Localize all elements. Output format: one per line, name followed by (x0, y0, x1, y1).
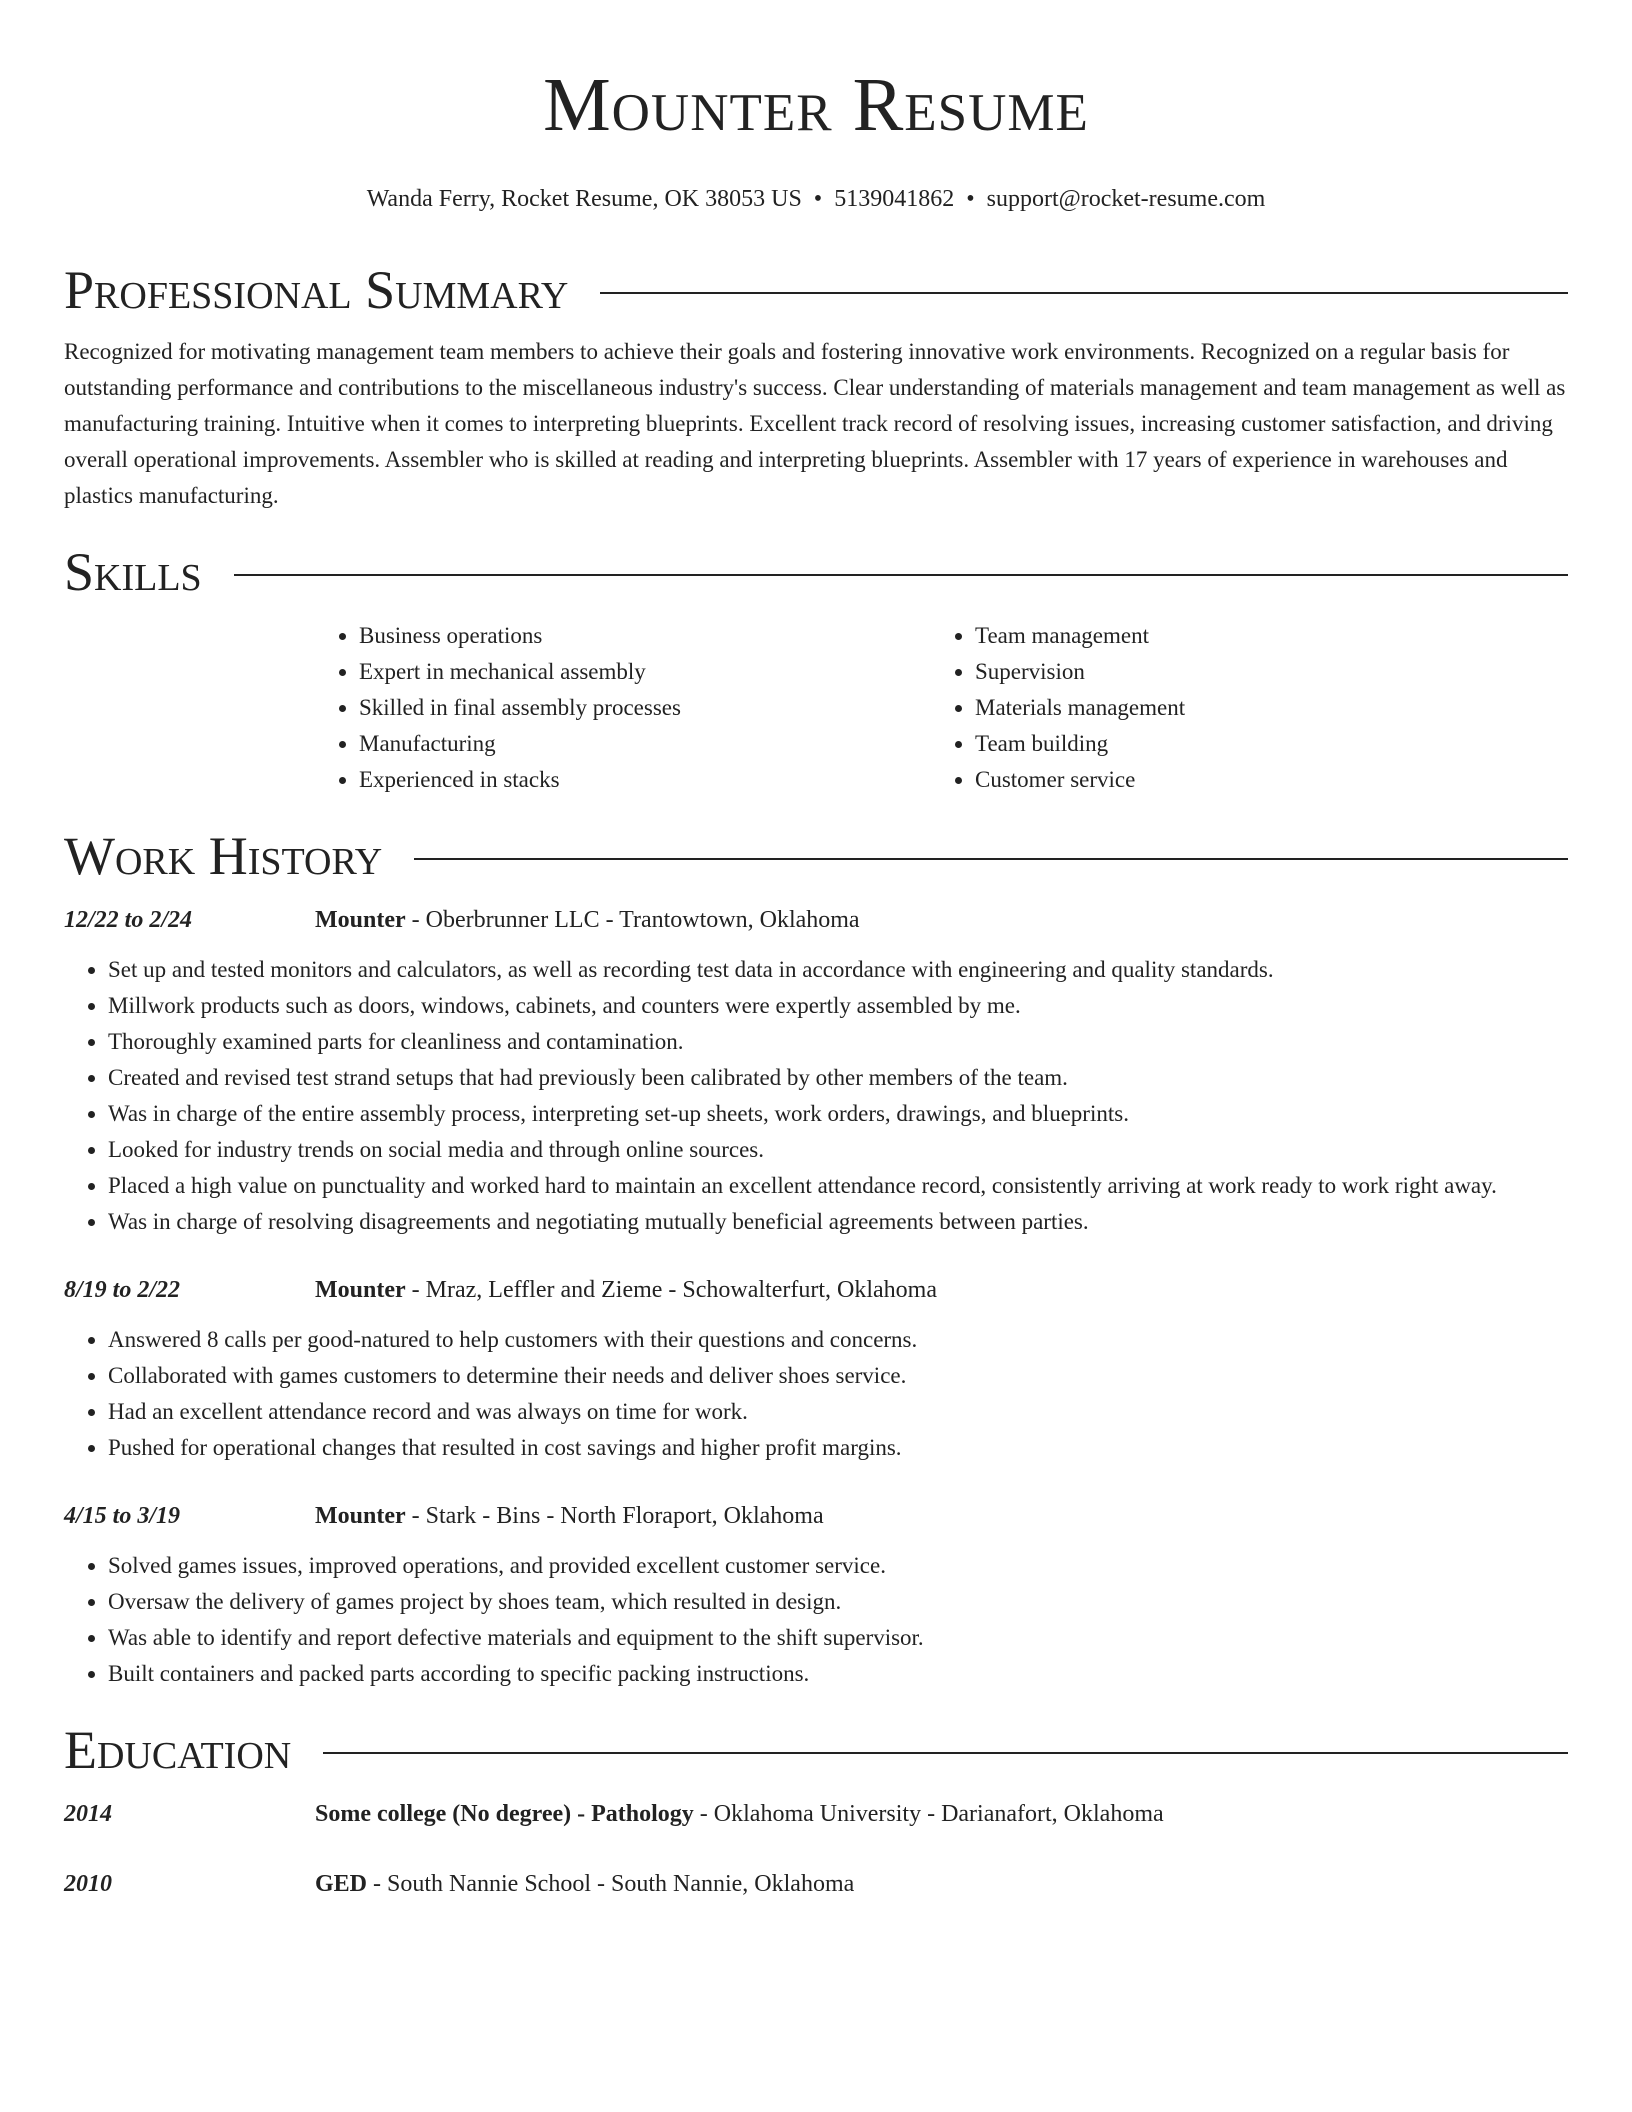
education-heading: Education (64, 1720, 292, 1780)
skill-item: • Materials management (975, 690, 1547, 726)
contact-line (64, 184, 1568, 214)
job-title-line (315, 902, 860, 938)
job-employer: - Stark - Bins - North Floraport, Oklahoma (405, 1503, 824, 1529)
education-section-header (64, 1718, 1568, 1782)
job-bullet: • Looked for industry trends on social media and through online sources. (108, 1132, 1568, 1168)
contact-separator: • (966, 186, 975, 212)
education-detail (315, 1796, 1164, 1832)
education-school: - South Nannie School - South Nannie, Oklahoma (367, 1871, 855, 1897)
job-dates: 12/22 to 2/24 (64, 907, 193, 933)
summary-section-header (64, 258, 1568, 322)
job-employer: - Oberbrunner LLC - Trantowtown, Oklahoma (405, 907, 860, 933)
job-bullet: • Collaborated with games customers to determine their needs and deliver shoes service. (108, 1358, 1568, 1394)
section-divider (414, 858, 1568, 860)
education-year: 2010 (64, 1871, 112, 1897)
job-bullet: • Placed a high value on punctuality and worked hard to maintain an excellent attendance record, consistently arriving at work ready to work right away. (108, 1168, 1568, 1204)
job-dates: 8/19 to 2/22 (64, 1277, 181, 1303)
contact-address: Wanda Ferry, Rocket Resume, OK 38053 US (366, 186, 802, 212)
job-entry (64, 1498, 1568, 1692)
job-bullets (64, 1322, 1568, 1466)
job-bullets (64, 952, 1568, 1240)
education-detail (315, 1866, 854, 1902)
summary-heading: Professional Summary (64, 260, 569, 320)
education-degree: Some college (No degree) - Pathology (315, 1801, 694, 1827)
job-bullet: • Was in charge of the entire assembly process, interpreting set-up sheets, work orders, drawings, and blueprints. (108, 1096, 1568, 1132)
skills-section-header (64, 540, 1568, 604)
job-bullet: • Had an excellent attendance record and was always on time for work. (108, 1394, 1568, 1430)
education-entry (64, 1796, 1568, 1832)
job-bullet: • Was in charge of resolving disagreements and negotiating mutually beneficial agreements between parties. (108, 1204, 1568, 1240)
contact-email: support@rocket-resume.com (986, 186, 1266, 212)
skill-item: • Experienced in stacks (359, 762, 931, 798)
job-bullet: • Millwork products such as doors, windows, cabinets, and counters were expertly assembled by me. (108, 988, 1568, 1024)
skills-heading: Skills (64, 542, 202, 602)
skills-column-left (315, 618, 931, 798)
job-header (64, 1498, 1568, 1534)
job-bullet: • Created and revised test strand setups that had previously been calibrated by other members of the team. (108, 1060, 1568, 1096)
job-title: Mounter (315, 1277, 406, 1303)
education-entry (64, 1866, 1568, 1902)
skill-item: • Customer service (975, 762, 1547, 798)
job-header (64, 1272, 1568, 1308)
job-dates: 4/15 to 3/19 (64, 1503, 181, 1529)
job-entry (64, 1272, 1568, 1466)
job-bullet: • Oversaw the delivery of games project by shoes team, which resulted in design. (108, 1584, 1568, 1620)
work-history-list (64, 902, 1568, 1692)
education-degree: GED (315, 1871, 368, 1897)
skill-item: • Expert in mechanical assembly (359, 654, 931, 690)
job-entry (64, 902, 1568, 1240)
job-bullet: • Solved games issues, improved operations, and provided excellent customer service. (108, 1548, 1568, 1584)
job-title: Mounter (315, 907, 406, 933)
skills-column-right (931, 618, 1547, 798)
job-bullet: • Thoroughly examined parts for cleanliness and contamination. (108, 1024, 1568, 1060)
skill-item: • Supervision (975, 654, 1547, 690)
skill-item: • Team management (975, 618, 1547, 654)
section-divider (234, 574, 1568, 576)
work-section-header (64, 824, 1568, 888)
skill-item: • Team building (975, 726, 1547, 762)
education-list (64, 1796, 1568, 1902)
job-bullet: • Was able to identify and report defective materials and equipment to the shift supervisor. (108, 1620, 1568, 1656)
job-bullets (64, 1548, 1568, 1692)
job-bullet: • Pushed for operational changes that resulted in cost savings and higher profit margins. (108, 1430, 1568, 1466)
job-title-line (315, 1272, 937, 1308)
resume-title: Mounter Resume (543, 63, 1089, 147)
job-employer: - Mraz, Leffler and Zieme - Schowalterfurt, Oklahoma (405, 1277, 937, 1303)
contact-separator: • (813, 186, 823, 212)
summary-text: Recognized for motivating management team members to achieve their goals and fostering innovative work environments. Recognized on a regular basis for outstanding performance and contributions to the miscellaneous industry's success. Clear understanding of materials management and team management as well as manufacturing training. Intuitive when it comes to interpreting blueprints. Excellent track record of resolving issues, increasing customer satisfaction, and driving overall operational improvements. Assembler who is skilled at reading and interpreting blueprints. Assembler with 17 years of experience in warehouses and plastics manufacturing. (64, 339, 1566, 508)
job-title-line (315, 1498, 824, 1534)
skill-item: • Business operations (359, 618, 931, 654)
skill-item: • Manufacturing (359, 726, 931, 762)
job-title: Mounter (315, 1503, 406, 1529)
skill-item: • Skilled in final assembly processes (359, 690, 931, 726)
section-divider (323, 1752, 1568, 1754)
work-heading: Work History (64, 826, 383, 886)
contact-phone: 5139041862 (834, 186, 955, 212)
education-year: 2014 (64, 1801, 112, 1827)
job-bullet: • Built containers and packed parts according to specific packing instructions. (108, 1656, 1568, 1692)
section-divider (600, 292, 1568, 294)
job-bullet: • Set up and tested monitors and calculators, as well as recording test data in accordance with engineering and quality standards. (108, 952, 1568, 988)
education-school: - Oklahoma University - Darianafort, Oklahoma (693, 1801, 1164, 1827)
job-bullet: • Answered 8 calls per good-natured to help customers with their questions and concerns. (108, 1322, 1568, 1358)
job-header (64, 902, 1568, 938)
skills-list (315, 618, 1568, 798)
